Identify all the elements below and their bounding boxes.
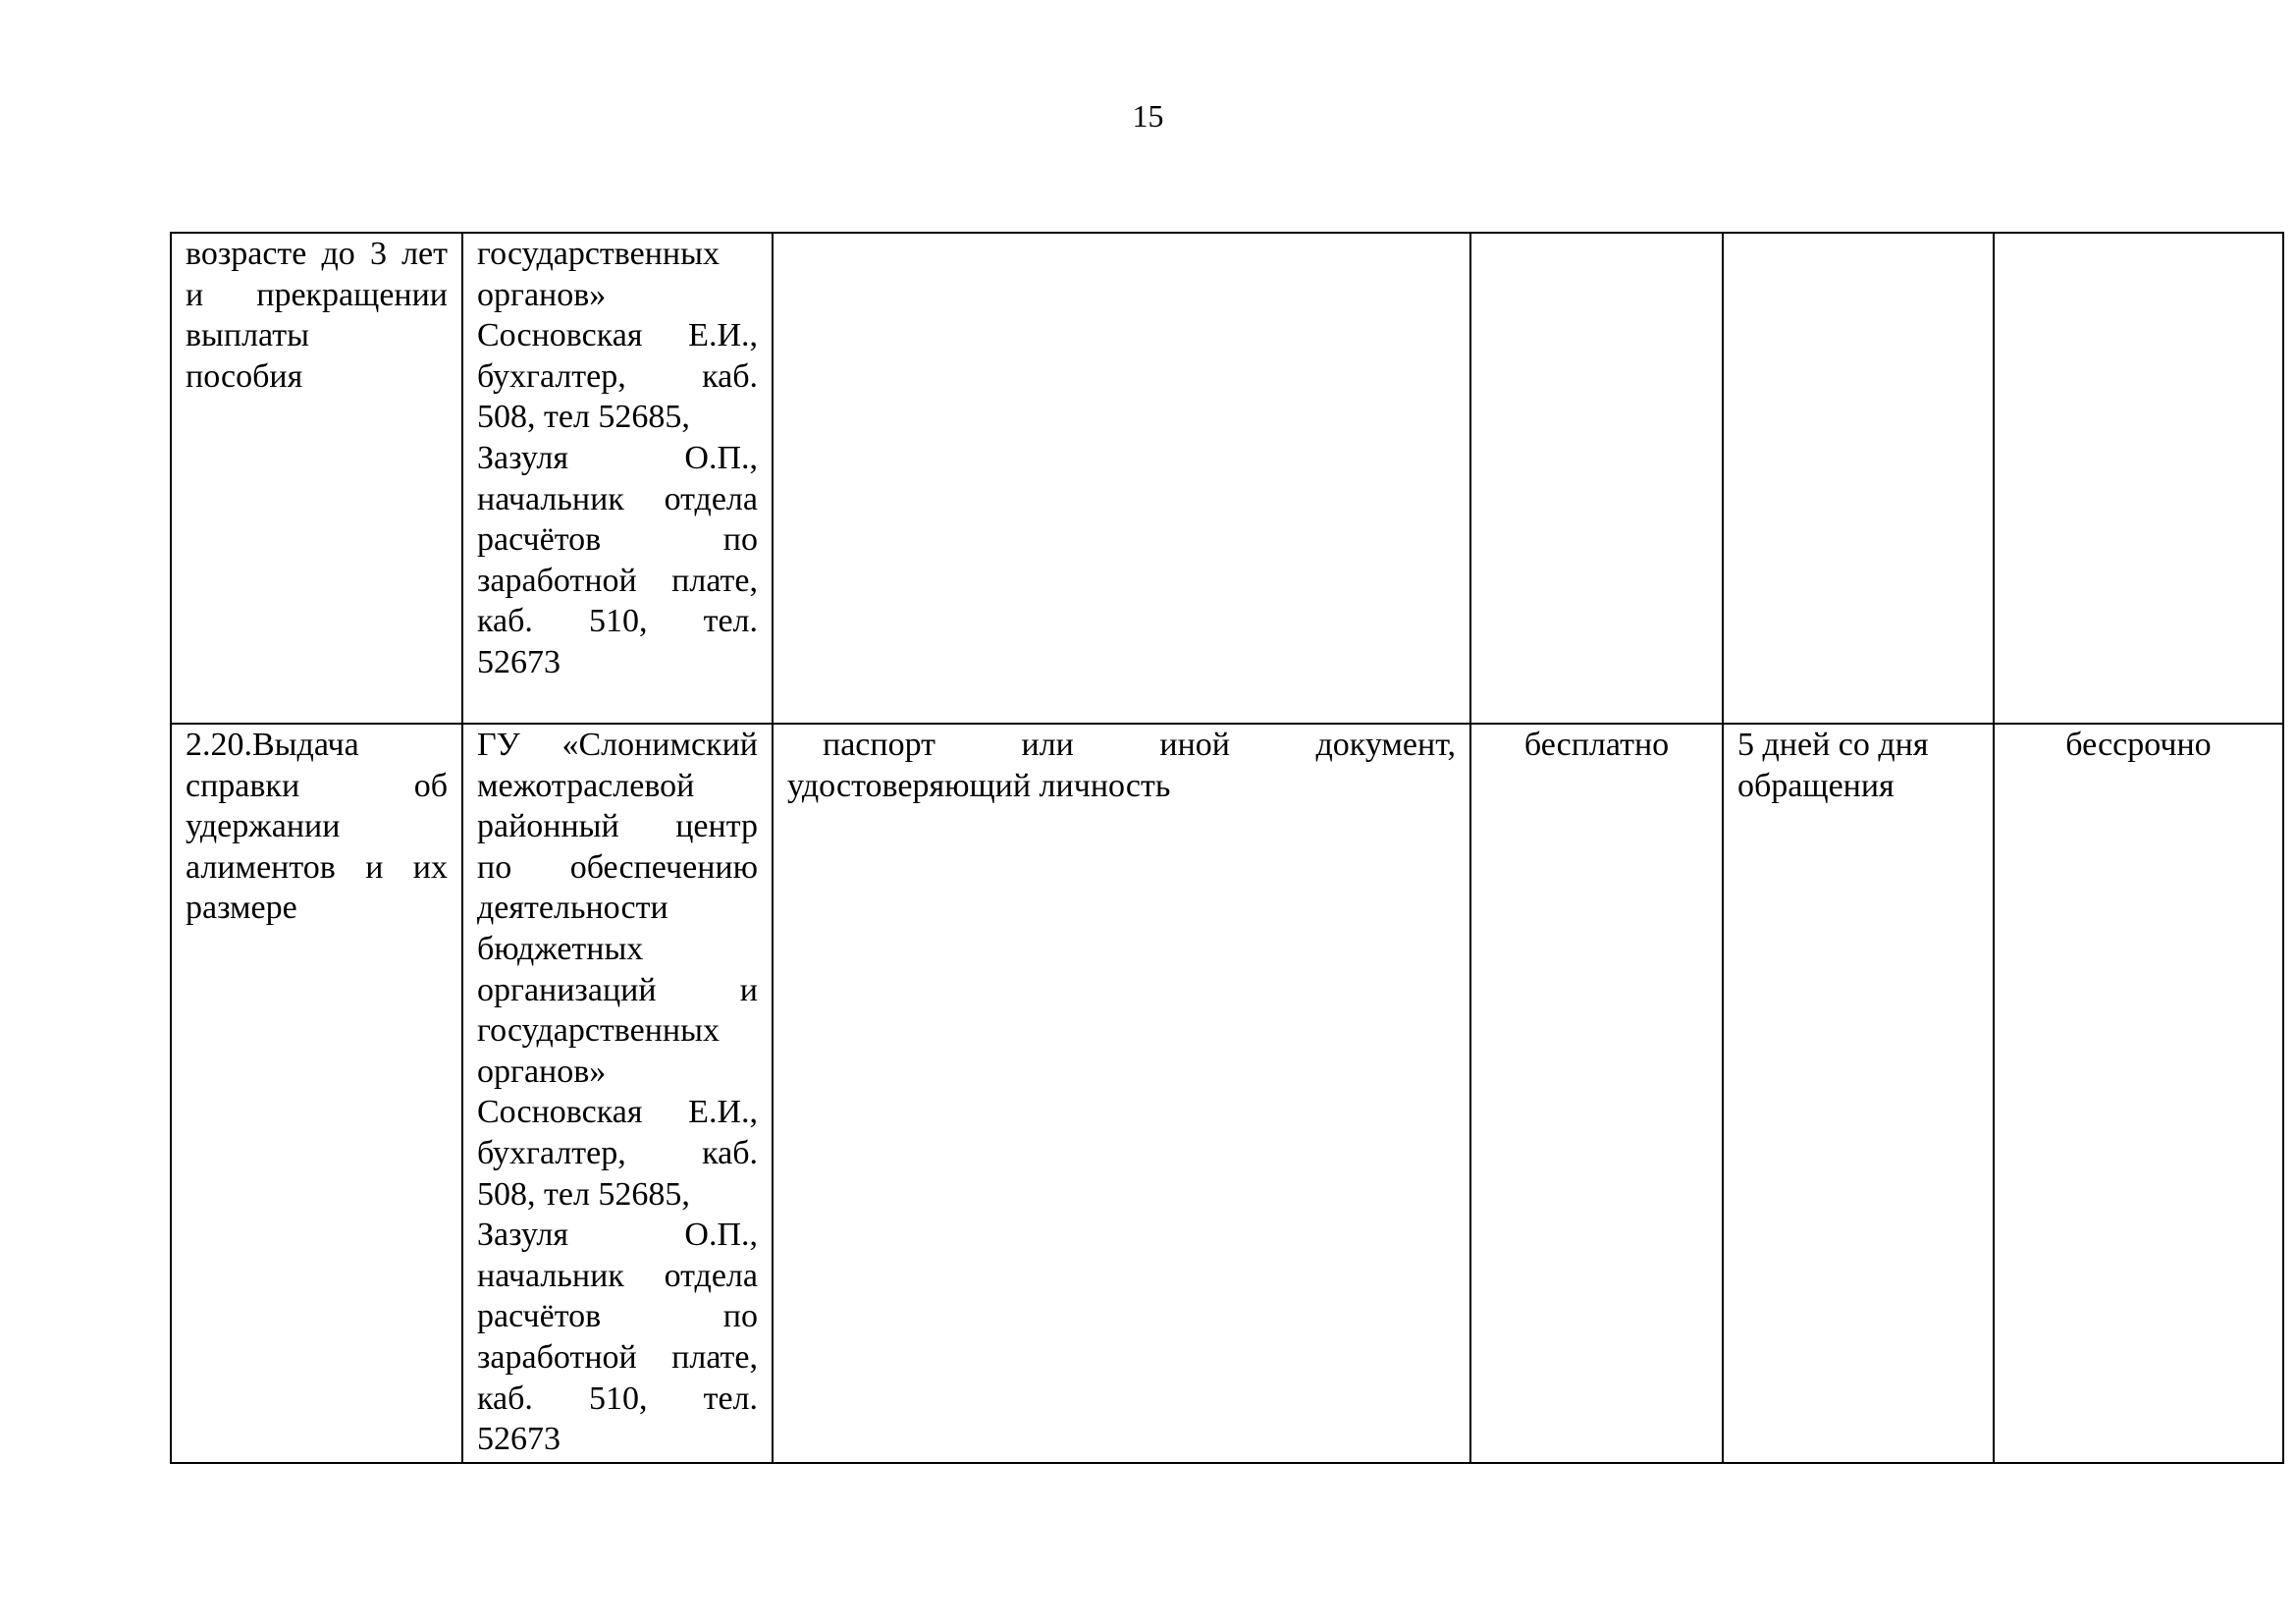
text-line: бюджетных xyxy=(477,930,644,967)
procedure-name-cell xyxy=(171,724,462,1463)
text-line: 52673 xyxy=(477,1421,561,1458)
text-line: Зазуля О.П., xyxy=(477,439,758,476)
text-line: и прекращении xyxy=(186,276,448,313)
text-line: заработной плате, xyxy=(477,1338,758,1376)
text-line: паспорт или иной документ, xyxy=(823,727,1456,763)
text-line: каб. 510, тел. xyxy=(477,1380,758,1417)
text-line: расчётов по xyxy=(477,521,758,559)
validity-cell xyxy=(1994,233,2283,724)
fee-value: бесплатно xyxy=(1523,727,1670,763)
responsible-cell xyxy=(462,233,773,724)
fee-cell xyxy=(1470,233,1723,724)
text-line: 508, тел 52685, xyxy=(477,1175,690,1213)
text-line: ГУ «Слонимский xyxy=(477,727,758,763)
text-line: возрасте до 3 лет xyxy=(186,236,448,272)
text-line: размере xyxy=(186,890,297,927)
text-line: Сосновская Е.И., xyxy=(477,1094,758,1131)
term-cell xyxy=(1723,724,1994,1463)
text-line: каб. 510, тел. xyxy=(477,603,758,640)
text-line: бухгалтер, каб. xyxy=(477,357,758,395)
table-row xyxy=(171,724,2283,1463)
text-line: 52673 xyxy=(477,643,561,680)
page-number: 15 xyxy=(1132,98,1164,134)
text-line: органов» xyxy=(477,276,607,313)
text-line: организаций и xyxy=(477,971,758,1008)
text-line: бухгалтер, каб. xyxy=(477,1134,758,1171)
text-line: органов» xyxy=(477,1053,607,1090)
fee-cell xyxy=(1470,724,1723,1463)
validity-value: бессрочно xyxy=(2065,727,2212,763)
text-line: районный центр xyxy=(477,808,758,845)
text-line: алиментов и их xyxy=(186,848,448,886)
responsible-cell xyxy=(462,724,773,1463)
text-line: 2.20.Выдача xyxy=(186,727,359,763)
validity-cell xyxy=(1994,724,2283,1463)
text-line: 508, тел 52685, xyxy=(477,399,690,436)
term-cell xyxy=(1723,233,1994,724)
procedure-name-cell xyxy=(171,233,462,724)
text-line: заработной плате, xyxy=(477,562,758,599)
documents-cell xyxy=(773,233,1470,724)
text-line: государственных xyxy=(477,1012,720,1050)
services-table xyxy=(170,232,2284,1464)
documents-cell xyxy=(773,724,1470,1463)
text-line: справки об xyxy=(186,767,448,804)
text-line: межотраслевой xyxy=(477,767,695,804)
text-line: пособия xyxy=(186,357,303,395)
text-line: выплаты xyxy=(186,317,309,354)
text-line: деятельности xyxy=(477,890,668,927)
text-line: обращения xyxy=(1737,767,1895,804)
text-line: удержании xyxy=(186,808,341,845)
text-line: начальник отдела xyxy=(477,480,758,517)
text-line: Зазуля О.П., xyxy=(477,1217,758,1254)
text-line: удостоверяющий личность xyxy=(787,767,1171,804)
text-line: государственных xyxy=(477,236,720,272)
text-line: расчётов по xyxy=(477,1298,758,1335)
table-row xyxy=(171,233,2283,724)
text-line: 5 дней со дня xyxy=(1737,727,1929,763)
text-line: начальник отдела xyxy=(477,1257,758,1294)
text-line: Сосновская Е.И., xyxy=(477,317,758,354)
text-line: по обеспечению xyxy=(477,848,758,886)
